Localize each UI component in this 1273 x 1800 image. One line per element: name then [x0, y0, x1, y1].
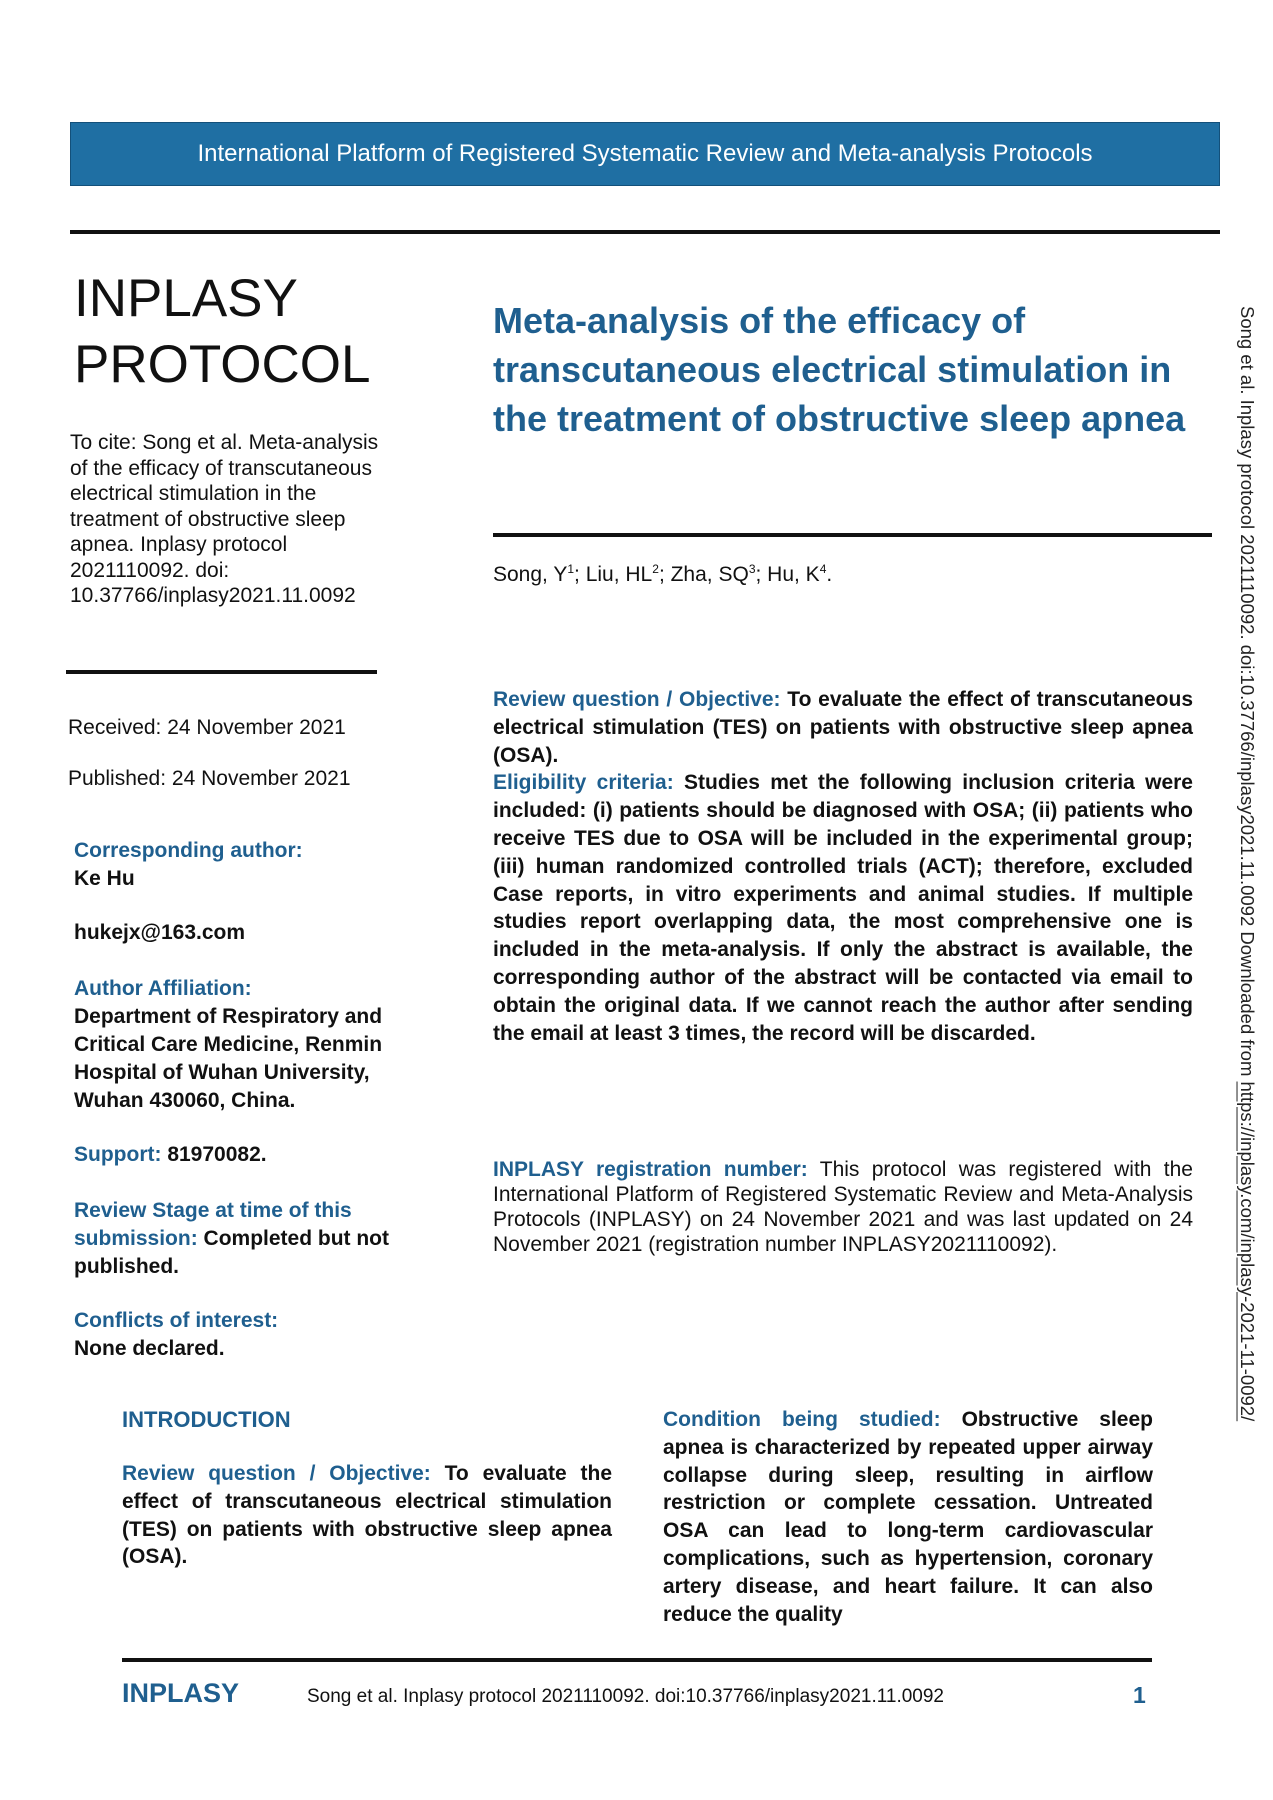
title-divider [493, 533, 1212, 537]
elig-label: Eligibility criteria: [493, 771, 674, 795]
author-3-affil: 3 [748, 562, 756, 576]
introduction-heading: INTRODUCTION [122, 1407, 291, 1432]
authors-end: . [826, 563, 833, 586]
page-number: 1 [1133, 1682, 1146, 1708]
intro-rq-label: Review question / Objective: [122, 1462, 431, 1485]
corresponding-author [74, 837, 434, 893]
author-3: ; Zha, SQ [658, 563, 749, 586]
corresponding-author-label: Corresponding author: [74, 839, 303, 862]
author-affiliation [74, 975, 434, 1115]
author-2-affil: 2 [652, 562, 659, 576]
rq-label: Review question / Objective: [493, 688, 781, 711]
author-2: ; Liu, HL [574, 563, 653, 586]
received-date: Received: 24 November 2021 [68, 716, 346, 739]
author-4: ; Hu, K [755, 563, 820, 586]
support [74, 1141, 434, 1169]
support-label: Support: [74, 1143, 162, 1166]
author-email [74, 919, 434, 947]
author-1: Song, Y [493, 563, 568, 586]
footer-logo: INPLASY [122, 1678, 240, 1708]
conflicts-value: None declared. [74, 1337, 225, 1360]
review-stage-value: Completed but not published. [74, 1227, 389, 1278]
download-notice [1236, 306, 1258, 1421]
intro-rq-text: To evaluate the effect of transcutaneous electrical stimulation (TES) on patients with obstructive sleep apnea (OSA). [122, 1462, 612, 1569]
journal-banner: International Platform of Registered Systematic Review and Meta-analysis Protocols [70, 122, 1220, 186]
author-4-affil: 4 [819, 562, 827, 576]
footer-citation: Song et al. Inplasy protocol 2021110092. doi:10.37766/inplasy2021.11.0092 [307, 1686, 945, 1707]
conflicts-label: Conflicts of interest: [74, 1309, 279, 1332]
elig-text: Studies met the following inclusion criteria were included: (i) patients should be diagnosed with OSA; (ii) patients who receive TES due to OSA will be included in the experimental group; (iii) human randomized controlled trials (ACT); therefore, excluded Case reports, in vitro experiments and animal studies. If multiple studies report overlapping data, the most comprehensive one is included in the meta-analysis. If only the abstract is available, the corresponding author of the abstract will be contacted via email to obtain the original data. If we cannot reach the author after sending the email at least 3 times, the record will be discarded. [493, 771, 1193, 1045]
left-divider [66, 670, 377, 674]
corresponding-author-name: Ke Hu [74, 867, 135, 890]
protocol-label [74, 266, 454, 398]
affiliation-text: Department of Respiratory and Critical Care Medicine, Renmin Hospital of Wuhan University, Wuhan 430060, China. [74, 1005, 383, 1112]
abstract-eligibility [493, 769, 1193, 1047]
intro-review-question [122, 1460, 612, 1571]
review-stage-label: Review Stage at time of this submission: [74, 1199, 352, 1250]
cond-text: Obstructive sleep apnea is characterized by repeated upper airway collapse during sleep, resulting in airflow restriction or complete cessation. Untreated OSA can lead to long-term cardiovascular complications, such as hypertension, coronary artery disease, and heart failure. It can also reduce the quality [663, 1408, 1153, 1626]
author-1-affil: 1 [567, 562, 575, 576]
cond-label: Condition being studied: [663, 1408, 941, 1431]
citation-text: To cite: Song et al. Meta-analysis of the efficacy of transcutaneous electrical stimulation in the treatment of obstructive sleep apnea. Inplasy protocol 2021110092. doi: 10.37766/inplasy2021.11.0092 [70, 431, 379, 607]
abstract [493, 686, 1193, 1047]
author-list [493, 562, 832, 587]
review-stage [74, 1197, 434, 1281]
conflicts-of-interest [74, 1307, 434, 1363]
condition-being-studied [663, 1406, 1153, 1628]
reg-label: INPLASY registration number: [493, 1158, 808, 1181]
protocol-label-line1: INPLASY [74, 269, 298, 328]
registration [493, 1157, 1193, 1257]
affiliation-label: Author Affiliation: [74, 977, 252, 1000]
published-date: Published: 24 November 2021 [68, 767, 351, 790]
abstract-review-question [493, 686, 1193, 769]
download-link[interactable]: https://inplasy.com/inplasy-2021-11-0092/ [1237, 1081, 1258, 1422]
top-divider [70, 230, 1220, 234]
reg-text: This protocol was registered with the International Platform of Registered Systematic Review and Meta-Analysis Protocols (INPLASY) on 24 November 2021 and was last updated on 24 November 2021 (registration number INPLASY2021110092). [493, 1158, 1193, 1256]
email-text[interactable]: hukejx@163.com [74, 921, 246, 944]
protocol-label-line2: PROTOCOL [74, 335, 371, 394]
article-title: Meta-analysis of the efficacy of transcutaneous electrical stimulation in the treatment of obstructive sleep apnea [493, 300, 1186, 439]
footer-divider [122, 1658, 1152, 1662]
rq-text: To evaluate the effect of transcutaneous electrical stimulation (TES) on patients with obstructive sleep apnea (OSA). [493, 688, 1193, 767]
support-value: 81970082. [161, 1143, 267, 1166]
download-notice-text: Song et al. Inplasy protocol 2021110092. doi:10.37766/inplasy2021.11.0092 Downloaded from [1237, 306, 1258, 1082]
